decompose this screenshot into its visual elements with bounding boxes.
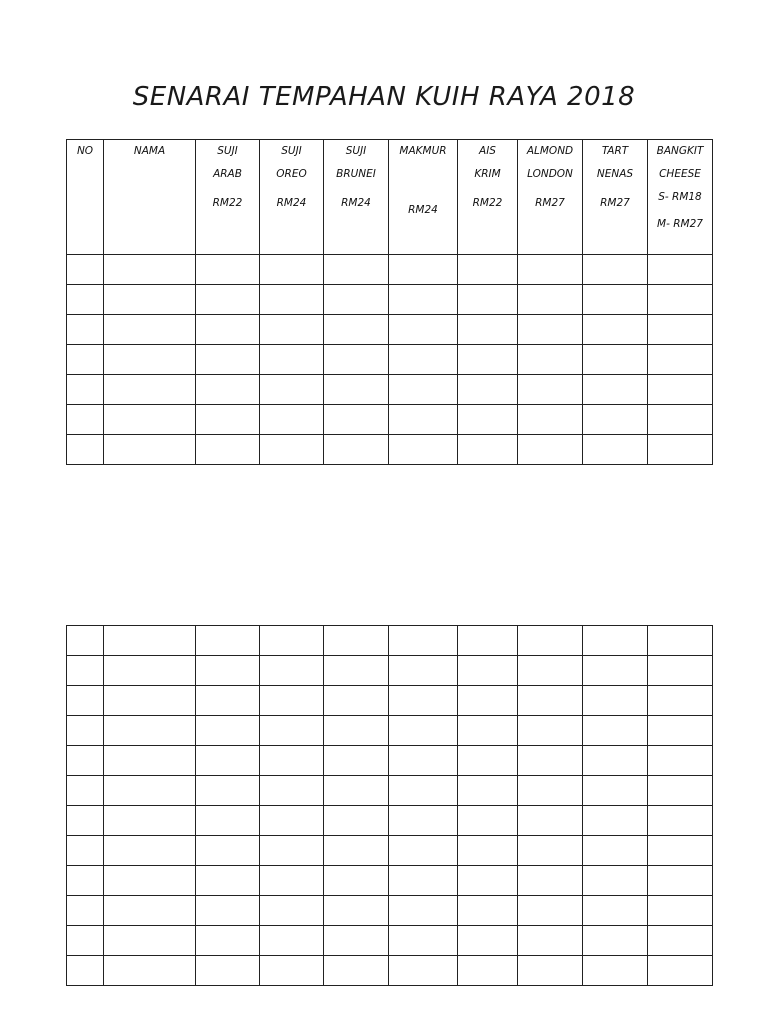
cell-suji-brunei[interactable] <box>324 746 389 776</box>
table-row <box>67 435 713 465</box>
cell-almond-london[interactable] <box>518 375 583 405</box>
header-suji-brunei-line2: BRUNEI <box>336 168 376 180</box>
cell-tart-nenas[interactable] <box>583 716 648 746</box>
cell-suji-oreo[interactable] <box>260 716 324 746</box>
header-suji-oreo <box>260 140 324 255</box>
cell-tart-nenas[interactable] <box>583 926 648 956</box>
cell-no[interactable] <box>67 716 104 746</box>
cell-suji-brunei[interactable] <box>324 926 389 956</box>
header-tart-nenas-price: RM27 <box>600 197 630 209</box>
cell-nama[interactable] <box>104 806 196 836</box>
cell-tart-nenas[interactable] <box>583 435 648 465</box>
cell-no[interactable] <box>67 926 104 956</box>
cell-suji-oreo[interactable] <box>260 926 324 956</box>
header-suji-brunei-line1: SUJI <box>345 145 367 157</box>
cell-nama[interactable] <box>104 926 196 956</box>
cell-suji-arab[interactable] <box>196 626 260 656</box>
cell-makmur[interactable] <box>389 255 458 285</box>
header-almond-london-line1: ALMOND <box>526 145 574 157</box>
cell-suji-oreo[interactable] <box>260 405 324 435</box>
cell-almond-london[interactable] <box>518 776 583 806</box>
cell-bangkit-cheese[interactable] <box>648 956 713 986</box>
cell-suji-arab[interactable] <box>196 285 260 315</box>
cell-bangkit-cheese[interactable] <box>648 836 713 866</box>
cell-suji-oreo[interactable] <box>260 315 324 345</box>
cell-ais-krim[interactable] <box>458 716 518 746</box>
cell-almond-london[interactable] <box>518 255 583 285</box>
cell-suji-oreo[interactable] <box>260 836 324 866</box>
cell-ais-krim[interactable] <box>458 285 518 315</box>
cell-no[interactable] <box>67 836 104 866</box>
table-row <box>67 315 713 345</box>
cell-suji-arab[interactable] <box>196 255 260 285</box>
cell-suji-arab[interactable] <box>196 926 260 956</box>
cell-suji-arab[interactable] <box>196 806 260 836</box>
cell-bangkit-cheese[interactable] <box>648 656 713 686</box>
cell-ais-krim[interactable] <box>458 315 518 345</box>
cell-nama[interactable] <box>104 716 196 746</box>
cell-bangkit-cheese[interactable] <box>648 746 713 776</box>
cell-makmur[interactable] <box>389 435 458 465</box>
cell-ais-krim[interactable] <box>458 375 518 405</box>
cell-tart-nenas[interactable] <box>583 896 648 926</box>
cell-suji-oreo[interactable] <box>260 776 324 806</box>
cell-bangkit-cheese[interactable] <box>648 315 713 345</box>
cell-almond-london[interactable] <box>518 345 583 375</box>
cell-makmur[interactable] <box>389 626 458 656</box>
cell-makmur[interactable] <box>389 836 458 866</box>
cell-no[interactable] <box>67 315 104 345</box>
cell-bangkit-cheese[interactable] <box>648 896 713 926</box>
cell-nama[interactable] <box>104 345 196 375</box>
table-row <box>67 956 713 986</box>
cell-tart-nenas[interactable] <box>583 656 648 686</box>
cell-almond-london[interactable] <box>518 926 583 956</box>
cell-no[interactable] <box>67 656 104 686</box>
cell-suji-oreo[interactable] <box>260 626 324 656</box>
cell-suji-arab[interactable] <box>196 345 260 375</box>
cell-nama[interactable] <box>104 626 196 656</box>
cell-makmur[interactable] <box>389 716 458 746</box>
cell-tart-nenas[interactable] <box>583 375 648 405</box>
header-nama-label: NAMA <box>133 145 166 157</box>
cell-suji-brunei[interactable] <box>324 776 389 806</box>
cell-tart-nenas[interactable] <box>583 686 648 716</box>
cell-suji-brunei[interactable] <box>324 375 389 405</box>
cell-suji-arab[interactable] <box>196 866 260 896</box>
cell-tart-nenas[interactable] <box>583 285 648 315</box>
cell-suji-oreo[interactable] <box>260 435 324 465</box>
cell-nama[interactable] <box>104 776 196 806</box>
cell-ais-krim[interactable] <box>458 836 518 866</box>
cell-tart-nenas[interactable] <box>583 626 648 656</box>
cell-suji-brunei[interactable] <box>324 315 389 345</box>
header-suji-oreo-price: RM24 <box>276 197 307 209</box>
cell-suji-arab[interactable] <box>196 315 260 345</box>
cell-ais-krim[interactable] <box>458 435 518 465</box>
header-suji-oreo-line2: OREO <box>276 168 307 180</box>
cell-nama[interactable] <box>104 896 196 926</box>
cell-almond-london[interactable] <box>518 405 583 435</box>
cell-no[interactable] <box>67 345 104 375</box>
cell-no[interactable] <box>67 375 104 405</box>
cell-suji-brunei[interactable] <box>324 405 389 435</box>
cell-no[interactable] <box>67 776 104 806</box>
cell-ais-krim[interactable] <box>458 345 518 375</box>
header-almond-london <box>518 140 583 255</box>
header-makmur-price: RM24 <box>408 204 438 216</box>
cell-makmur[interactable] <box>389 686 458 716</box>
header-row <box>67 140 713 255</box>
cell-suji-arab[interactable] <box>196 716 260 746</box>
cell-tart-nenas[interactable] <box>583 405 648 435</box>
cell-nama[interactable] <box>104 686 196 716</box>
cell-almond-london[interactable] <box>518 806 583 836</box>
cell-no[interactable] <box>67 956 104 986</box>
cell-tart-nenas[interactable] <box>583 345 648 375</box>
table-row <box>67 716 713 746</box>
cell-makmur[interactable] <box>389 806 458 836</box>
cell-suji-arab[interactable] <box>196 836 260 866</box>
cell-nama[interactable] <box>104 315 196 345</box>
cell-no[interactable] <box>67 806 104 836</box>
cell-makmur[interactable] <box>389 866 458 896</box>
cell-bangkit-cheese[interactable] <box>648 806 713 836</box>
cell-suji-oreo[interactable] <box>260 746 324 776</box>
header-almond-london-price: RM27 <box>535 197 565 209</box>
cell-suji-brunei[interactable] <box>324 866 389 896</box>
cell-no[interactable] <box>67 626 104 656</box>
cell-makmur[interactable] <box>389 375 458 405</box>
cell-ais-krim[interactable] <box>458 806 518 836</box>
header-almond-london-line2: LONDON <box>527 168 573 180</box>
cell-bangkit-cheese[interactable] <box>648 716 713 746</box>
header-nama <box>104 140 196 255</box>
cell-no[interactable] <box>67 255 104 285</box>
cell-tart-nenas[interactable] <box>583 746 648 776</box>
cell-almond-london[interactable] <box>518 285 583 315</box>
cell-suji-arab[interactable] <box>196 405 260 435</box>
header-tart-nenas-line1: TART <box>601 145 629 157</box>
header-bangkit-cheese-line1: BANGKIT <box>656 145 704 157</box>
cell-suji-oreo[interactable] <box>260 806 324 836</box>
header-no-label: NO <box>76 145 94 157</box>
cell-ais-krim[interactable] <box>458 746 518 776</box>
cell-almond-london[interactable] <box>518 686 583 716</box>
cell-almond-london[interactable] <box>518 836 583 866</box>
cell-nama[interactable] <box>104 866 196 896</box>
cell-bangkit-cheese[interactable] <box>648 926 713 956</box>
cell-suji-brunei[interactable] <box>324 656 389 686</box>
cell-nama[interactable] <box>104 405 196 435</box>
header-makmur <box>389 140 458 255</box>
cell-suji-brunei[interactable] <box>324 896 389 926</box>
table-row <box>67 375 713 405</box>
table-row <box>67 345 713 375</box>
cell-no[interactable] <box>67 896 104 926</box>
cell-tart-nenas[interactable] <box>583 866 648 896</box>
cell-ais-krim[interactable] <box>458 926 518 956</box>
cell-suji-arab[interactable] <box>196 776 260 806</box>
cell-suji-oreo[interactable] <box>260 375 324 405</box>
header-tart-nenas <box>583 140 648 255</box>
cell-suji-arab[interactable] <box>196 686 260 716</box>
cell-nama[interactable] <box>104 375 196 405</box>
cell-suji-brunei[interactable] <box>324 285 389 315</box>
cell-makmur[interactable] <box>389 956 458 986</box>
cell-suji-brunei[interactable] <box>324 435 389 465</box>
cell-ais-krim[interactable] <box>458 255 518 285</box>
cell-suji-oreo[interactable] <box>260 656 324 686</box>
header-bangkit-cheese-price-m: M- RM27 <box>657 218 703 230</box>
table-row <box>67 686 713 716</box>
cell-bangkit-cheese[interactable] <box>648 866 713 896</box>
header-suji-arab <box>196 140 260 255</box>
cell-almond-london[interactable] <box>518 315 583 345</box>
cell-bangkit-cheese[interactable] <box>648 626 713 656</box>
cell-suji-brunei[interactable] <box>324 806 389 836</box>
cell-almond-london[interactable] <box>518 716 583 746</box>
cell-almond-london[interactable] <box>518 896 583 926</box>
cell-suji-brunei[interactable] <box>324 255 389 285</box>
cell-nama[interactable] <box>104 255 196 285</box>
header-suji-arab-line1: SUJI <box>217 145 238 157</box>
cell-suji-oreo[interactable] <box>260 866 324 896</box>
cell-makmur[interactable] <box>389 285 458 315</box>
order-table-top <box>66 139 713 465</box>
cell-makmur[interactable] <box>389 345 458 375</box>
header-suji-arab-line2: ARAB <box>213 168 242 180</box>
cell-suji-oreo[interactable] <box>260 956 324 986</box>
cell-suji-brunei[interactable] <box>324 345 389 375</box>
cell-makmur[interactable] <box>389 776 458 806</box>
cell-suji-oreo[interactable] <box>260 345 324 375</box>
cell-suji-arab[interactable] <box>196 896 260 926</box>
cell-almond-london[interactable] <box>518 656 583 686</box>
cell-tart-nenas[interactable] <box>583 836 648 866</box>
cell-tart-nenas[interactable] <box>583 255 648 285</box>
cell-no[interactable] <box>67 866 104 896</box>
header-suji-arab-price: RM22 <box>212 197 243 209</box>
table-row <box>67 896 713 926</box>
header-bangkit-cheese-line2: CHEESE <box>659 168 701 180</box>
cell-bangkit-cheese[interactable] <box>648 686 713 716</box>
cell-suji-brunei[interactable] <box>324 686 389 716</box>
cell-almond-london[interactable] <box>518 626 583 656</box>
cell-nama[interactable] <box>104 746 196 776</box>
table-row <box>67 255 713 285</box>
page-title: SENARAI TEMPAHAN KUIH RAYA 2018 <box>132 82 636 112</box>
cell-makmur[interactable] <box>389 405 458 435</box>
header-suji-brunei <box>324 140 389 255</box>
cell-suji-brunei[interactable] <box>324 626 389 656</box>
cell-nama[interactable] <box>104 435 196 465</box>
table-row <box>67 746 713 776</box>
cell-suji-oreo[interactable] <box>260 896 324 926</box>
cell-suji-arab[interactable] <box>196 375 260 405</box>
cell-bangkit-cheese[interactable] <box>648 285 713 315</box>
cell-nama[interactable] <box>104 285 196 315</box>
cell-no[interactable] <box>67 405 104 435</box>
cell-no[interactable] <box>67 746 104 776</box>
cell-bangkit-cheese[interactable] <box>648 345 713 375</box>
cell-ais-krim[interactable] <box>458 626 518 656</box>
header-tart-nenas-line2: NENAS <box>596 168 634 180</box>
cell-almond-london[interactable] <box>518 435 583 465</box>
cell-suji-oreo[interactable] <box>260 255 324 285</box>
cell-ais-krim[interactable] <box>458 656 518 686</box>
header-bangkit-cheese <box>648 140 713 255</box>
header-bangkit-cheese-price-s: S- RM18 <box>658 191 702 203</box>
cell-suji-arab[interactable] <box>196 656 260 686</box>
header-ais-krim <box>458 140 518 255</box>
cell-tart-nenas[interactable] <box>583 806 648 836</box>
cell-tart-nenas[interactable] <box>583 956 648 986</box>
table-row <box>67 866 713 896</box>
cell-almond-london[interactable] <box>518 746 583 776</box>
cell-ais-krim[interactable] <box>458 896 518 926</box>
cell-no[interactable] <box>67 435 104 465</box>
cell-suji-oreo[interactable] <box>260 285 324 315</box>
table-row <box>67 836 713 866</box>
cell-suji-brunei[interactable] <box>324 836 389 866</box>
cell-nama[interactable] <box>104 656 196 686</box>
cell-suji-brunei[interactable] <box>324 716 389 746</box>
header-suji-oreo-line1: SUJI <box>281 145 302 157</box>
cell-makmur[interactable] <box>389 896 458 926</box>
cell-no[interactable] <box>67 686 104 716</box>
cell-tart-nenas[interactable] <box>583 315 648 345</box>
cell-makmur[interactable] <box>389 746 458 776</box>
table-row <box>67 926 713 956</box>
cell-suji-arab[interactable] <box>196 746 260 776</box>
header-ais-krim-line1: AIS <box>479 145 496 157</box>
cell-almond-london[interactable] <box>518 866 583 896</box>
cell-makmur[interactable] <box>389 926 458 956</box>
order-table-bottom <box>66 625 713 986</box>
cell-ais-krim[interactable] <box>458 686 518 716</box>
table-row <box>67 405 713 435</box>
cell-suji-arab[interactable] <box>196 435 260 465</box>
cell-no[interactable] <box>67 285 104 315</box>
cell-suji-arab[interactable] <box>196 956 260 986</box>
cell-bangkit-cheese[interactable] <box>648 435 713 465</box>
cell-suji-oreo[interactable] <box>260 686 324 716</box>
cell-bangkit-cheese[interactable] <box>648 776 713 806</box>
table-row <box>67 806 713 836</box>
table-row <box>67 776 713 806</box>
cell-ais-krim[interactable] <box>458 405 518 435</box>
table-row <box>67 656 713 686</box>
cell-nama[interactable] <box>104 836 196 866</box>
cell-makmur[interactable] <box>389 315 458 345</box>
header-makmur-line1: MAKMUR <box>399 145 447 157</box>
cell-nama[interactable] <box>104 956 196 986</box>
cell-tart-nenas[interactable] <box>583 776 648 806</box>
cell-bangkit-cheese[interactable] <box>648 405 713 435</box>
cell-ais-krim[interactable] <box>458 776 518 806</box>
header-ais-krim-price: RM22 <box>472 197 503 209</box>
header-no <box>67 140 104 255</box>
cell-bangkit-cheese[interactable] <box>648 255 713 285</box>
table-row <box>67 626 713 656</box>
header-suji-brunei-price: RM24 <box>341 197 371 209</box>
cell-makmur[interactable] <box>389 656 458 686</box>
cell-almond-london[interactable] <box>518 956 583 986</box>
cell-ais-krim[interactable] <box>458 956 518 986</box>
cell-bangkit-cheese[interactable] <box>648 375 713 405</box>
cell-ais-krim[interactable] <box>458 866 518 896</box>
header-ais-krim-line2: KRIM <box>474 168 501 180</box>
cell-suji-brunei[interactable] <box>324 956 389 986</box>
table-row <box>67 285 713 315</box>
